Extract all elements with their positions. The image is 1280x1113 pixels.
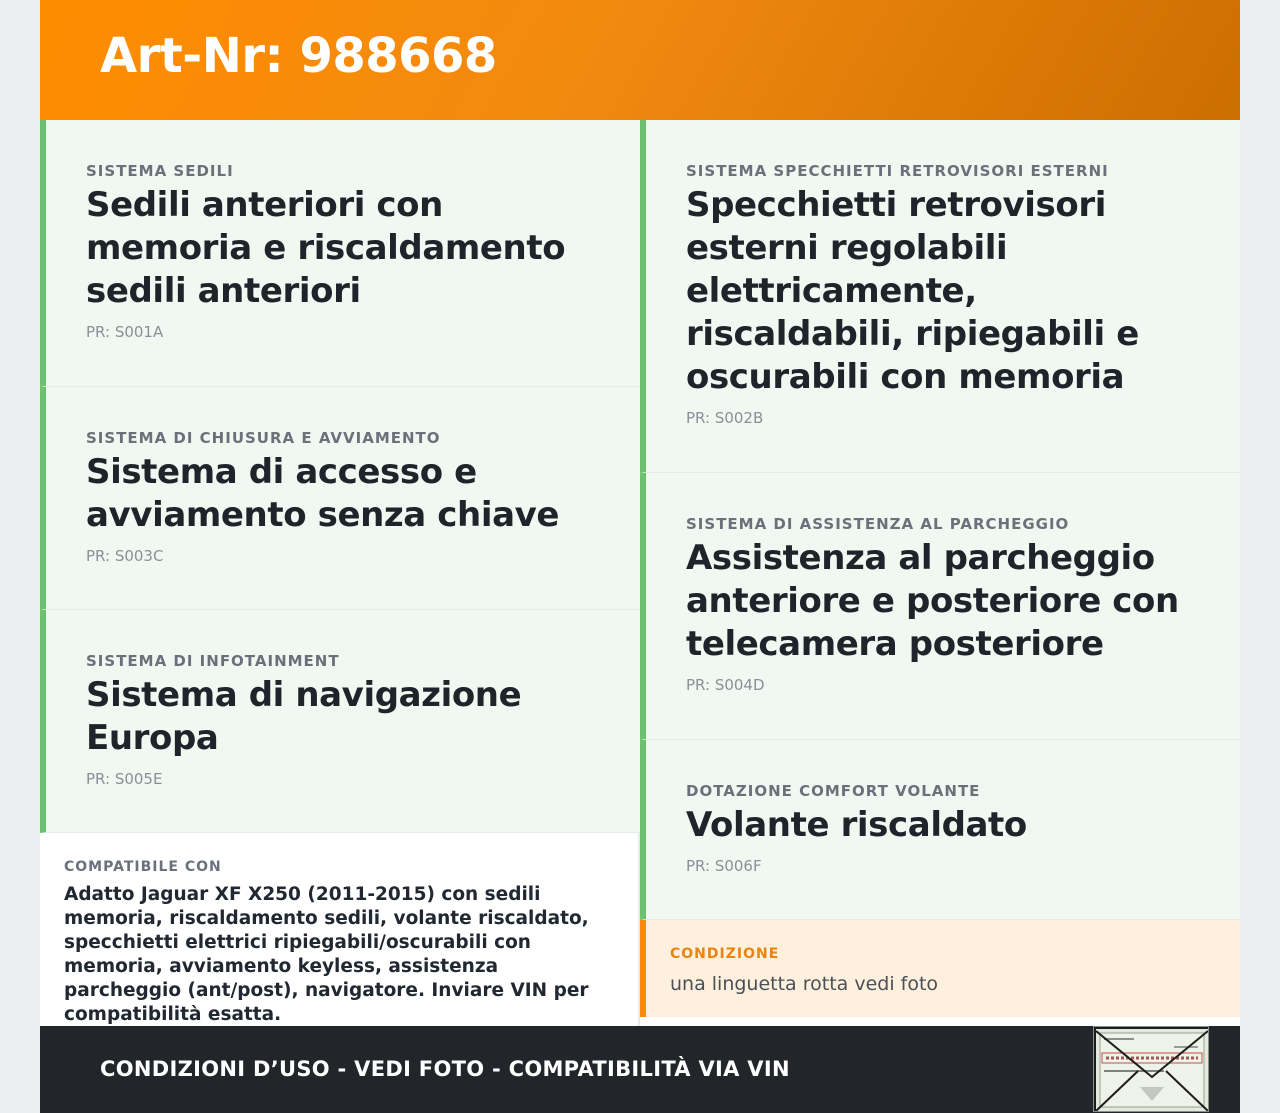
feature-category: SISTEMA DI ASSISTENZA AL PARCHEGGIO bbox=[686, 515, 1070, 533]
right-column bbox=[640, 120, 1240, 920]
feature-title: Sistema di accesso e avviamento senza chiave bbox=[86, 452, 560, 535]
feature-category: DOTAZIONE COMFORT VOLANTE bbox=[686, 782, 981, 800]
feature-category: SISTEMA DI CHIUSURA E AVVIAMENTO bbox=[86, 429, 441, 447]
feature-title: Sistema di navigazione Europa bbox=[86, 675, 522, 758]
feature-pr-code: PR: S003C bbox=[86, 547, 164, 565]
condition-text: una linguetta rotta vedi foto bbox=[670, 973, 939, 995]
feature-title: Specchietti retrovisori esterni regolabili elettricamente, riscaldabili, ripiegabili e oscurabili con memoria bbox=[686, 185, 1139, 397]
feature-pr-code: PR: S004D bbox=[686, 676, 765, 694]
feature-pr-code: PR: S005E bbox=[86, 770, 163, 788]
envelope-icon bbox=[1094, 1027, 1209, 1112]
left-column bbox=[40, 120, 640, 833]
feature-pr-code: PR: S006F bbox=[686, 857, 762, 875]
footer-bar bbox=[40, 1026, 1240, 1113]
feature-card bbox=[640, 740, 1240, 920]
part-photo-thumbnail[interactable] bbox=[1093, 1026, 1209, 1112]
feature-pr-code: PR: S002B bbox=[686, 409, 764, 427]
feature-card bbox=[640, 120, 1240, 473]
header-banner bbox=[40, 0, 1240, 120]
page bbox=[40, 0, 1240, 1113]
feature-card bbox=[40, 120, 640, 387]
condition-label: CONDIZIONE bbox=[670, 946, 780, 962]
feature-pr-code: PR: S001A bbox=[86, 323, 164, 341]
feature-card bbox=[640, 473, 1240, 740]
feature-title: Assistenza al parcheggio anteriore e posteriore con telecamera posteriore bbox=[686, 538, 1179, 664]
compatibility-box bbox=[40, 833, 638, 1025]
condition-box bbox=[640, 920, 1240, 1017]
feature-category: SISTEMA SPECCHIETTI RETROVISORI ESTERNI bbox=[686, 162, 1109, 180]
feature-category: SISTEMA SEDILI bbox=[86, 162, 234, 180]
feature-title: Sedili anteriori con memoria e riscaldamento sedili anteriori bbox=[86, 185, 566, 311]
compatibility-text: Adatto Jaguar XF X250 (2011-2015) con sedili memoria, riscaldamento sedili, volante riscaldato, specchietti elettrici ripiegabili/oscurabili con memoria, avviamento keyless, assistenza parcheggio (ant/post), navigatore. Inviare VIN per compatibilità esatta. bbox=[64, 884, 589, 1025]
feature-category: SISTEMA DI INFOTAINMENT bbox=[86, 652, 340, 670]
feature-title: Volante riscaldato bbox=[686, 805, 1027, 845]
feature-card bbox=[40, 610, 640, 833]
footer-note: CONDIZIONI D’USO - VEDI FOTO - COMPATIBILITÀ VIA VIN bbox=[100, 1057, 790, 1081]
feature-card bbox=[40, 387, 640, 610]
article-number-title: Art-Nr: 988668 bbox=[100, 28, 497, 84]
compatibility-label: COMPATIBILE CON bbox=[64, 859, 222, 875]
